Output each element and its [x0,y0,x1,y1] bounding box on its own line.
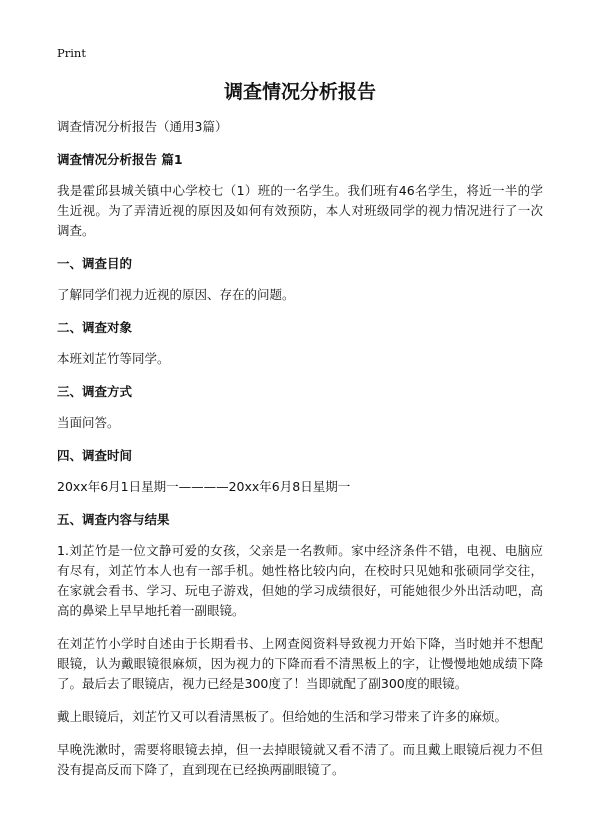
paragraph-results-1: 1.刘芷竹是一位文静可爱的女孩，父亲是一名教师。家中经济条件不错，电视、电脑应有尽有，刘芷竹本人也有一部手机。她性格比较内向，在校时只见她和张硕同学交往，在家就会看书、学习、玩电子游戏，但她的学习成绩很好，可能她很少外出活动吧，高高的鼻梁上早早地托着一副眼镜。 [57,543,543,618]
paragraph-subjects: 本班刘芷竹等同学。 [57,351,170,366]
heading-results: 五、调查内容与结果 [57,512,170,527]
paragraph-method: 当面问答。 [57,415,120,430]
paragraph-time: 20xx年6月1日星期一————20xx年6月8日星期一 [57,479,351,494]
paragraph-results-2: 在刘芷竹小学时自述由于长期看书、上网查阅资料导致视力开始下降，当时她并不想配眼镜，认为戴眼镜很麻烦，因为视力的下降而看不清黑板上的字，让慢慢地她成绩下降了。最后去了眼镜店，视力已经是300度了！当即就配了副300度的眼镜。 [57,636,543,691]
paragraph-results-3: 戴上眼镜后，刘芷竹又可以看清黑板了。但给她的生活和学习带来了许多的麻烦。 [57,709,508,724]
print-label: Print [57,46,86,60]
intro-paragraph: 我是霍邱县城关镇中心学校七（1）班的一名学生。我们班有46名学生，将近一半的学生近视。为了弄清近视的原因及如何有效预防，本人对班级同学的视力情况进行了一次调查。 [57,183,543,238]
heading-subjects: 二、调查对象 [57,320,133,335]
paragraph-results-4: 早晚洗漱时，需要将眼镜去掉，但一去掉眼镜就又看不清了。而且戴上眼镜后视力不但没有提高反而下降了，直到现在已经换两副眼镜了。 [57,742,543,777]
heading-time: 四、调查时间 [57,448,133,463]
heading-method: 三、调查方式 [57,384,133,399]
page-title: 调查情况分析报告 [223,81,376,103]
section-title: 调查情况分析报告 篇1 [57,152,183,167]
document-subtitle: 调查情况分析报告（通用3篇） [57,119,228,134]
heading-purpose: 一、调查目的 [57,256,133,271]
document-body [57,117,543,793]
paragraph-purpose: 了解同学们视力近视的原因、存在的问题。 [57,287,295,302]
